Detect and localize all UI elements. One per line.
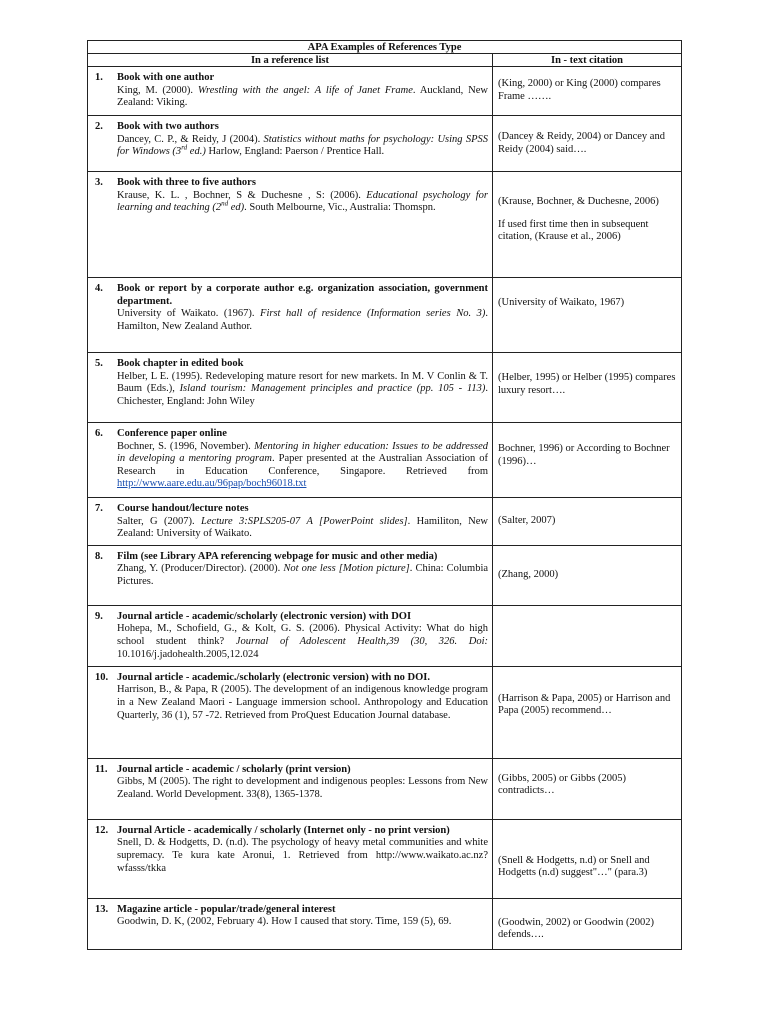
reference-text: King, M. (2000). bbox=[117, 84, 198, 96]
apa-reference-table bbox=[87, 40, 682, 950]
citation-cell bbox=[493, 545, 682, 605]
citation-text: (King, 2000) or King (2000) compares Frame ……. bbox=[498, 78, 661, 102]
row-number: 12. bbox=[95, 824, 109, 836]
table-row bbox=[88, 666, 682, 758]
reference-text: Snell, D. & Hodgetts, D. (n.d). The psychology of heavy metal communities and white supremacy. Te kura kate Aronui, 1. Retrieved from http://www.waikato.ac.nz?wfasss/tkka bbox=[117, 837, 488, 874]
reference-superscript: nd bbox=[221, 199, 229, 208]
citation-text: (Dancey & Reidy, 2004) or Dancey and Reidy (2004) said…. bbox=[498, 130, 665, 155]
table-row bbox=[88, 67, 682, 116]
reference-type-title: Magazine article - popular/trade/general interest bbox=[117, 903, 336, 915]
citation-text: (Krause, Bochner, & Duchesne, 2006) bbox=[498, 196, 659, 207]
citation-cell bbox=[493, 898, 682, 949]
table-row bbox=[88, 278, 682, 353]
reference-text: . Paper presented at the Australian Association of Research in Education Conference, Singapore. Retrieved from bbox=[117, 453, 488, 477]
table-title: APA Examples of References Type bbox=[88, 41, 682, 54]
reference-text: Krause, K. L. , Bochner, S & Duchesne , S: (2006). bbox=[117, 189, 367, 201]
reference-type-title: Journal article - academic/scholarly (electronic version) with DOI bbox=[117, 610, 412, 622]
reference-type-title: Journal article - academic / scholarly (print version) bbox=[117, 763, 351, 775]
column-header-in-text-citation: In - text citation bbox=[493, 54, 682, 67]
reference-type-title: Conference paper online bbox=[117, 428, 227, 439]
reference-text: . South Melbourne, Vic., Australia: Thomspn. bbox=[244, 202, 436, 214]
row-number: 13. bbox=[95, 903, 109, 915]
citation-cell bbox=[493, 67, 682, 116]
reference-type-title: Book chapter in edited book bbox=[117, 358, 244, 369]
table-row bbox=[88, 898, 682, 949]
reference-cell bbox=[88, 819, 493, 898]
reference-cell bbox=[88, 666, 493, 758]
citation-text: (Snell & Hodgetts, n.d) or Snell and Hodgetts (n.d) suggest"…" (para.3) bbox=[498, 854, 650, 879]
reference-text: . Chichester, England: John Wiley bbox=[117, 383, 488, 407]
reference-type-title: Book with three to five authors bbox=[117, 177, 256, 188]
reference-text: . China: Columbia Pictures. bbox=[117, 563, 489, 587]
reference-italic: ed) bbox=[228, 202, 245, 214]
reference-italic: ed.) bbox=[187, 146, 206, 158]
row-number: 10. bbox=[95, 671, 109, 683]
reference-text: . Hamiliton, New Zealand: University of Waikato. bbox=[117, 515, 489, 540]
citation-cell bbox=[493, 172, 682, 278]
citation-text: (University of Waikato, 1967) bbox=[498, 297, 625, 308]
header-row bbox=[88, 54, 682, 67]
citation-cell bbox=[493, 819, 682, 898]
row-number: 2. bbox=[95, 121, 103, 132]
reference-text: Goodwin, D. K, (2002, February 4). How I caused that story. Time, 159 (5), 69. bbox=[117, 916, 452, 928]
reference-text: Bochner, S. (1996, November). bbox=[117, 440, 255, 452]
table-row bbox=[88, 423, 682, 498]
citation-text: (Zhang, 2000) bbox=[498, 568, 559, 580]
row-number: 9. bbox=[95, 610, 103, 622]
citation-cell bbox=[493, 353, 682, 423]
reference-italic: First hall of residence (Information series No. 3) bbox=[260, 308, 486, 320]
reference-italic: Journal of Adolescent Health,39 (30, 326. Doi: bbox=[235, 635, 488, 647]
reference-text: Hohepa, M., Schofield, G., & Kolt, G. S. (2006). Physical Activity: What do high school student think? bbox=[117, 623, 488, 647]
row-number: 6. bbox=[95, 428, 103, 439]
reference-text: Salter, G (2007). bbox=[117, 515, 201, 527]
citation-text: (Helber, 1995) or Helber (1995) compares luxury resort…. bbox=[498, 372, 676, 396]
citation-cell bbox=[493, 666, 682, 758]
reference-type-title: Course handout/lecture notes bbox=[117, 503, 249, 514]
reference-cell bbox=[88, 545, 493, 605]
references-page bbox=[87, 40, 681, 950]
reference-italic: Not one less [Motion picture] bbox=[283, 563, 410, 575]
reference-cell bbox=[88, 423, 493, 498]
citation-cell bbox=[493, 116, 682, 172]
table-row bbox=[88, 172, 682, 278]
reference-text: Zhang, Y. (Producer/Director). (2000). bbox=[117, 563, 284, 575]
row-number: 7. bbox=[95, 503, 103, 514]
citation-text: (Harrison & Papa, 2005) or Harrison and Papa (2005) recommend… bbox=[498, 692, 671, 717]
reference-italic: Lecture 3:SPLS205-07 A [PowerPoint slides] bbox=[200, 515, 408, 527]
citation-cell bbox=[493, 758, 682, 819]
reference-superscript: rd bbox=[181, 143, 188, 152]
table-row bbox=[88, 819, 682, 898]
reference-text: University of Waikato. (1967). bbox=[117, 308, 261, 320]
table-row bbox=[88, 545, 682, 605]
row-number: 3. bbox=[95, 177, 103, 188]
reference-italic: Island tourism: Management principles and practice (pp. 105 - 113) bbox=[179, 383, 486, 395]
row-number: 11. bbox=[95, 763, 108, 775]
row-number: 4. bbox=[95, 283, 103, 294]
reference-cell bbox=[88, 116, 493, 172]
reference-text: Harlow, England: Paerson / Prentice Hall. bbox=[205, 146, 385, 158]
citation-cell bbox=[493, 278, 682, 353]
reference-type-title: Journal article - academic./scholarly (electronic version) with no DOI. bbox=[117, 671, 431, 683]
reference-cell bbox=[88, 353, 493, 423]
reference-text: . Auckland, New Zealand: Viking. bbox=[117, 84, 488, 109]
table-row bbox=[88, 116, 682, 172]
citation-text: Bochner, 1996) or According to Bochner (1996)… bbox=[498, 443, 670, 467]
reference-italic: Statistics without maths for psychology: Using SPSS for Windows (3 bbox=[117, 133, 488, 158]
row-number: 1. bbox=[95, 72, 103, 83]
retrieval-url-link[interactable]: http://www.aare.edu.au/96pap/boch96018.txt bbox=[117, 478, 307, 490]
row-number: 8. bbox=[95, 550, 103, 562]
citation-cell bbox=[493, 605, 682, 666]
citation-note: If used first time then in subsequent citation, (Krause et al., 2006) bbox=[498, 218, 649, 243]
reference-italic: Wrestling with the angel: A life of Janet Frame bbox=[197, 84, 413, 96]
reference-type-title: Journal Article - academically / scholarly (Internet only - no print version) bbox=[117, 824, 450, 836]
reference-type-title: Book or report by a corporate author e.g. organization association, government department. bbox=[117, 283, 488, 307]
reference-type-title: Book with one author bbox=[117, 72, 215, 83]
citation-text: (Salter, 2007) bbox=[498, 515, 556, 527]
reference-italic: Educational psychology for learning and teaching (2 bbox=[117, 189, 488, 214]
reference-cell bbox=[88, 498, 493, 546]
reference-italic: Mentoring in higher education: Issues to be addressed in developing a mentoring program bbox=[117, 440, 488, 465]
reference-text: Dancey, C. P., & Reidy, J (2004). bbox=[117, 133, 264, 145]
table-row bbox=[88, 758, 682, 819]
citation-text: (Goodwin, 2002) or Goodwin (2002) defends…. bbox=[498, 916, 655, 941]
title-row bbox=[88, 41, 682, 54]
column-header-reference-list: In a reference list bbox=[88, 54, 493, 67]
reference-cell bbox=[88, 67, 493, 116]
reference-cell bbox=[88, 605, 493, 666]
reference-cell bbox=[88, 898, 493, 949]
reference-cell bbox=[88, 172, 493, 278]
citation-text: (Gibbs, 2005) or Gibbs (2005) contradicts… bbox=[498, 772, 627, 797]
table-row bbox=[88, 498, 682, 546]
reference-text: 10.1016/j.jadohealth.2005,12.024 bbox=[117, 648, 259, 660]
table-row bbox=[88, 605, 682, 666]
citation-cell bbox=[493, 423, 682, 498]
reference-text: Gibbs, M (2005). The right to development and indigenous peoples: Lessons from New Zealand. World Development. 33(8), 1365-1378. bbox=[117, 776, 488, 800]
table-row bbox=[88, 353, 682, 423]
reference-cell bbox=[88, 278, 493, 353]
reference-type-title: Book with two authors bbox=[117, 121, 219, 132]
reference-type-title: Film (see Library APA referencing webpage for music and other media) bbox=[117, 550, 438, 562]
reference-text: Helber, L E. (1995). Redeveloping mature resort for new markets. In M. V Conlin & T. Baum (Eds.), bbox=[117, 370, 488, 395]
reference-cell bbox=[88, 758, 493, 819]
reference-text: Harrison, B., & Papa, R (2005). The development of an indigenous knowledge program in a New Zealand Maori - Language immersion school. Anthropology and Education Quarterly, 36 (1), 57 -72. Retrieved from ProQuest Education Journal database. bbox=[117, 684, 488, 721]
citation-cell bbox=[493, 498, 682, 546]
row-number: 5. bbox=[95, 358, 103, 369]
reference-text: . Hamilton, New Zealand Author. bbox=[117, 308, 488, 332]
